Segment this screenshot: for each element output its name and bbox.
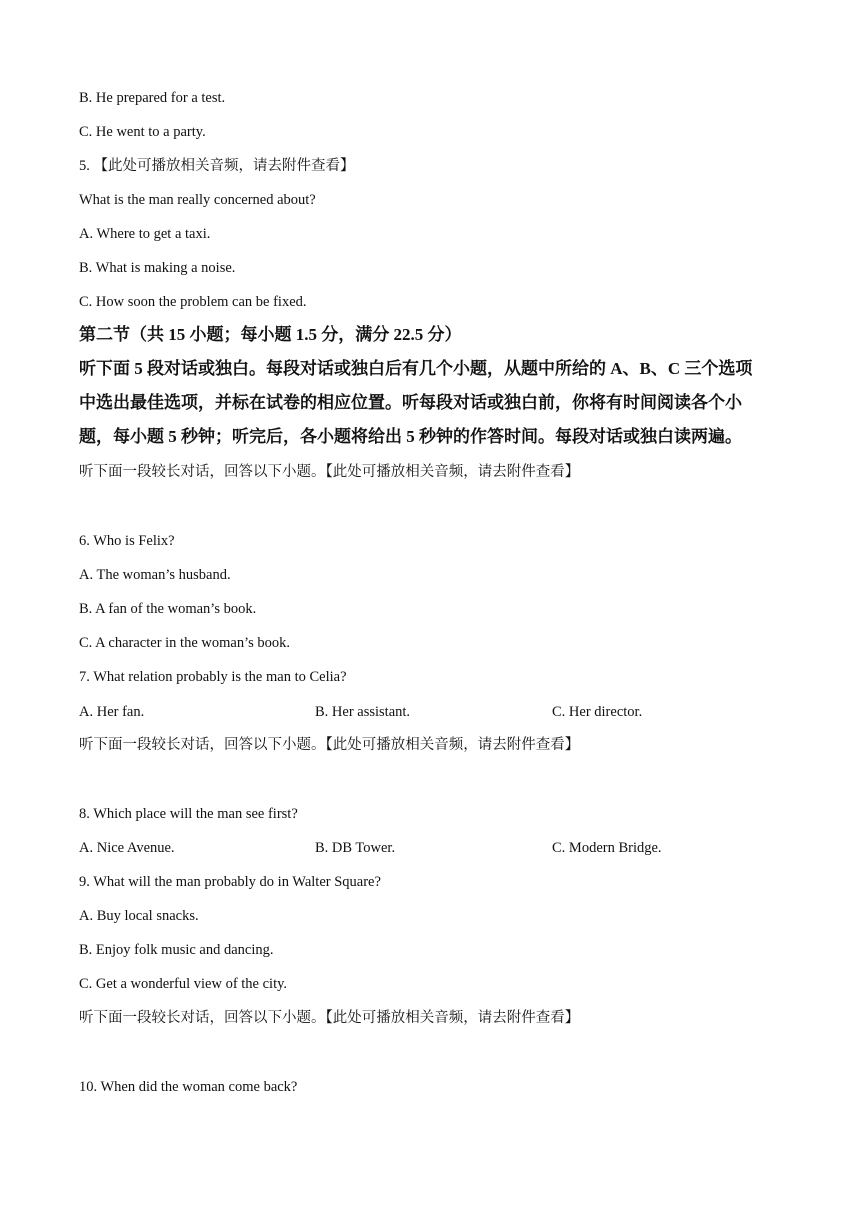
q8-option-b: B. DB Tower.: [315, 840, 396, 856]
q9-question: 9. What will the man probably do in Walter Square?: [79, 874, 381, 890]
q9-option-c: C. Get a wonderful view of the city.: [79, 976, 288, 992]
q5-question: What is the man really concerned about?: [79, 192, 316, 208]
dialogue-intro-3: 听下面一段较长对话，回答以下小题。【此处可播放相关音频，请去附件查看】: [79, 1010, 580, 1026]
q7-options-row: [79, 702, 779, 722]
q5-audio-note: 5. 【此处可播放相关音频，请去附件查看】: [79, 158, 355, 174]
section2-instructions-line3: 题，每小题 5 秒钟；听完后，各小题将给出 5 秒钟的作答时间。每段对话或独白读两遍。: [79, 427, 742, 446]
q7-option-c: C. Her director.: [552, 704, 643, 720]
q8-option-a: A. Nice Avenue.: [79, 840, 175, 856]
q5-option-c: C. How soon the problem can be fixed.: [79, 294, 307, 310]
q6-option-b: B. A fan of the woman’s book.: [79, 601, 257, 617]
section2-instructions-line1: 听下面 5 段对话或独白。每段对话或独白后有几个小题，从题中所给的 A、B、C 三个选项: [79, 359, 753, 378]
q10-question: 10. When did the woman come back?: [79, 1079, 298, 1095]
q8-options-row: [79, 838, 779, 858]
q7-option-b: B. Her assistant.: [315, 704, 411, 720]
q6-option-c: C. A character in the woman’s book.: [79, 635, 291, 651]
q5-option-b: B. What is making a noise.: [79, 260, 236, 276]
q7-question: 7. What relation probably is the man to Celia?: [79, 669, 347, 685]
q9-option-a: A. Buy local snacks.: [79, 908, 199, 924]
q6-question: 6. Who is Felix?: [79, 533, 175, 549]
q8-question: 8. Which place will the man see first?: [79, 806, 298, 822]
dialogue-intro-1: 听下面一段较长对话，回答以下小题。【此处可播放相关音频，请去附件查看】: [79, 464, 580, 480]
q9-option-b: B. Enjoy folk music and dancing.: [79, 942, 274, 958]
q8-option-c: C. Modern Bridge.: [552, 840, 662, 856]
dialogue-intro-2: 听下面一段较长对话，回答以下小题。【此处可播放相关音频，请去附件查看】: [79, 737, 580, 753]
section2-instructions-line2: 中选出最佳选项，并标在试卷的相应位置。听每段对话或独白前，你将有时间阅读各个小: [79, 393, 742, 412]
section2-heading: 第二节（共 15 小题；每小题 1.5 分，满分 22.5 分）: [79, 325, 462, 344]
q5-option-a: A. Where to get a taxi.: [79, 226, 211, 242]
q7-option-a: A. Her fan.: [79, 704, 145, 720]
q4-option-b: B. He prepared for a test.: [79, 90, 226, 106]
q6-option-a: A. The woman’s husband.: [79, 567, 231, 583]
q4-option-c: C. He went to a party.: [79, 124, 206, 140]
